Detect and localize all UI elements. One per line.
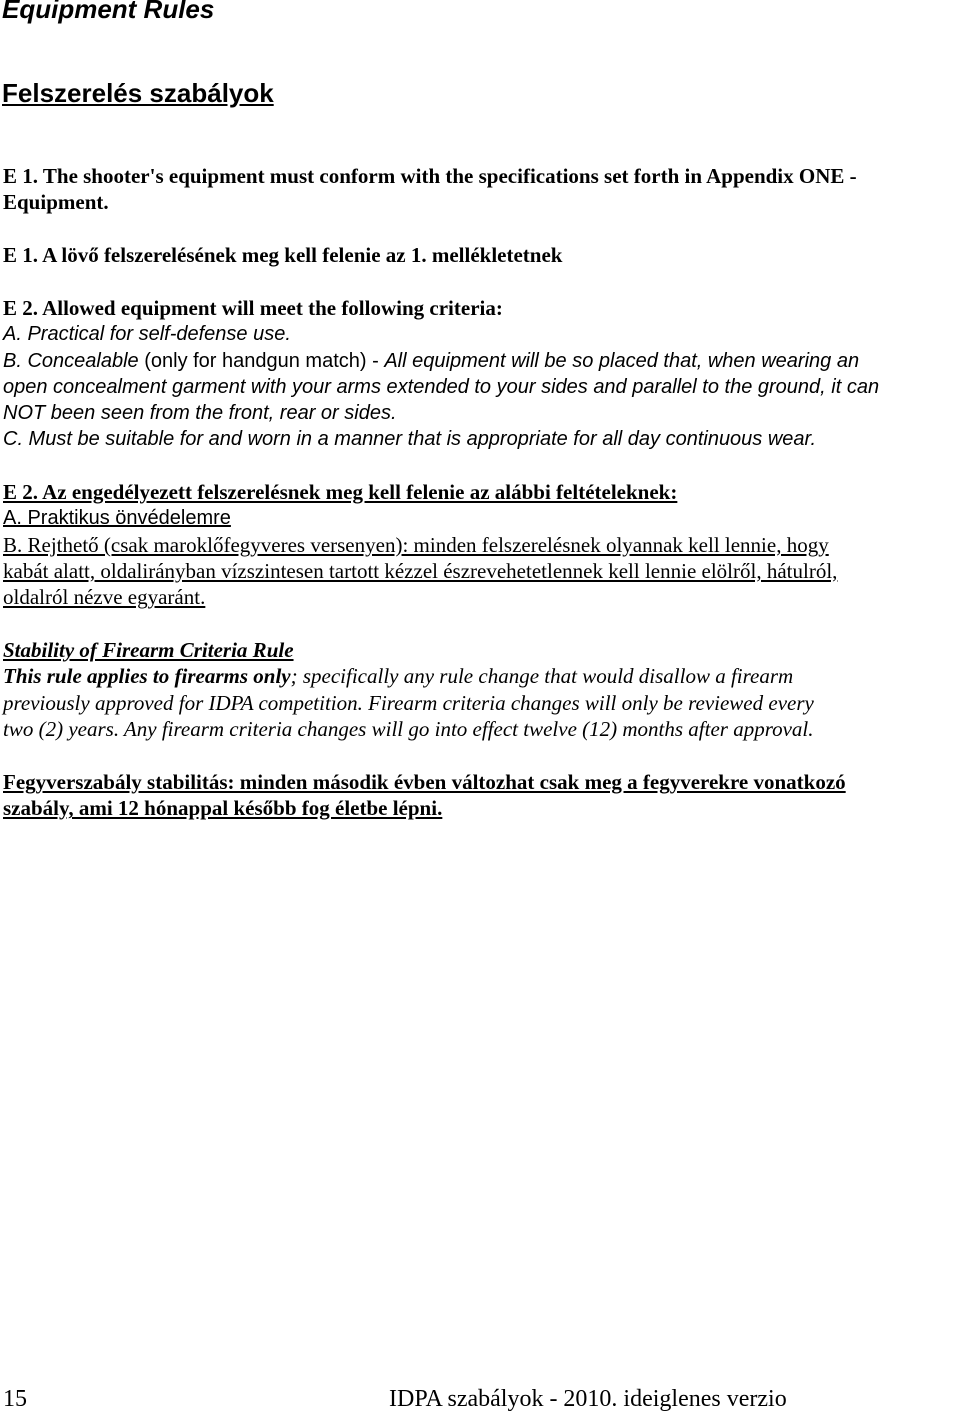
rule-e2-hu-heading: E 2. Az engedélyezett felszerelésnek meg kell felenie az alábbi feltételeknek: bbox=[3, 480, 678, 504]
stability-line bbox=[3, 663, 955, 689]
stability-line: previously approved for IDPA competition. Firearm criteria changes will only be reviewed every bbox=[3, 690, 814, 715]
rule-e2-english bbox=[3, 295, 955, 453]
footer-text: IDPA szabályok - 2010. ideiglenes verzio bbox=[389, 1386, 787, 1412]
stability-heading: Stability of Firearm Criteria Rule bbox=[3, 638, 294, 662]
rule-e2-item-b bbox=[3, 348, 955, 374]
stability-text: ; specifically any rule change that would disallow a firearm bbox=[290, 664, 794, 689]
rule-e1-hungarian-line: E 1. A lövő felszerelésének meg kell felenie az 1. mellékletetnek bbox=[3, 243, 563, 267]
page-subtitle: Felszerelés szabályok bbox=[2, 78, 274, 108]
stability-line: two (2) years. Any firearm criteria changes will go into effect twelve (12) months after approval. bbox=[3, 716, 814, 741]
stability-rule-english bbox=[3, 637, 955, 742]
stability-hu-line: szabály, ami 12 hónappal később fog életbe lépni. bbox=[3, 796, 443, 821]
rule-e2-heading: E 2. Allowed equipment will meet the following criteria: bbox=[3, 296, 503, 320]
rule-e2-item-b-paren: (only for handgun match) - bbox=[138, 349, 385, 372]
rule-e1-hungarian bbox=[3, 242, 955, 268]
rule-e2-item-b-text: All equipment will be so placed that, when wearing an bbox=[384, 349, 860, 372]
rule-e2-item-c: C. Must be suitable for and worn in a manner that is appropriate for all day continuous wear. bbox=[3, 428, 817, 451]
page-number: 15 bbox=[3, 1386, 27, 1412]
stability-hu-line: Fegyverszabály stabilitás: minden második évben változhat csak meg a fegyverekre vonatkozó bbox=[3, 770, 846, 794]
stability-rule-hungarian bbox=[3, 769, 955, 822]
rule-e1-english-line: Equipment. bbox=[3, 190, 109, 215]
rule-e2-hu-item-b-line: oldalról nézve egyaránt. bbox=[3, 585, 206, 610]
rule-e2-item-b-line: NOT been seen from the front, rear or sides. bbox=[3, 402, 397, 425]
rule-e2-hu-item-a: A. Praktikus önvédelemre bbox=[3, 507, 231, 530]
rule-e1-english bbox=[3, 163, 955, 216]
rule-e2-hungarian bbox=[3, 479, 955, 610]
rule-e2-hu-item-b-line: B. Rejthető (csak maroklőfegyveres versenyen): minden felszerelésnek olyannak kell lennie, hogy bbox=[3, 532, 829, 557]
rule-e2-item-b-prefix: B. bbox=[3, 349, 28, 372]
rule-e2-hu-item-b-line: kabát alatt, oldalirányban vízszintesen tartott kézzel észrevehetetlennek kell lennie elölről, hátulról, bbox=[3, 558, 838, 583]
rule-e2-item-b-line: open concealment garment with your arms extended to your sides and parallel to the ground, it can bbox=[3, 375, 880, 398]
rule-e2-item-b-term: Concealable bbox=[27, 349, 139, 372]
page-title: Equipment Rules bbox=[2, 0, 215, 24]
stability-bold-text: This rule applies to firearms only bbox=[3, 664, 291, 689]
rule-e1-english-line: E 1. The shooter's equipment must conform with the specifications set forth in Appendix ONE - bbox=[3, 164, 857, 188]
rule-e2-item-a: A. Practical for self-defense use. bbox=[3, 323, 291, 346]
